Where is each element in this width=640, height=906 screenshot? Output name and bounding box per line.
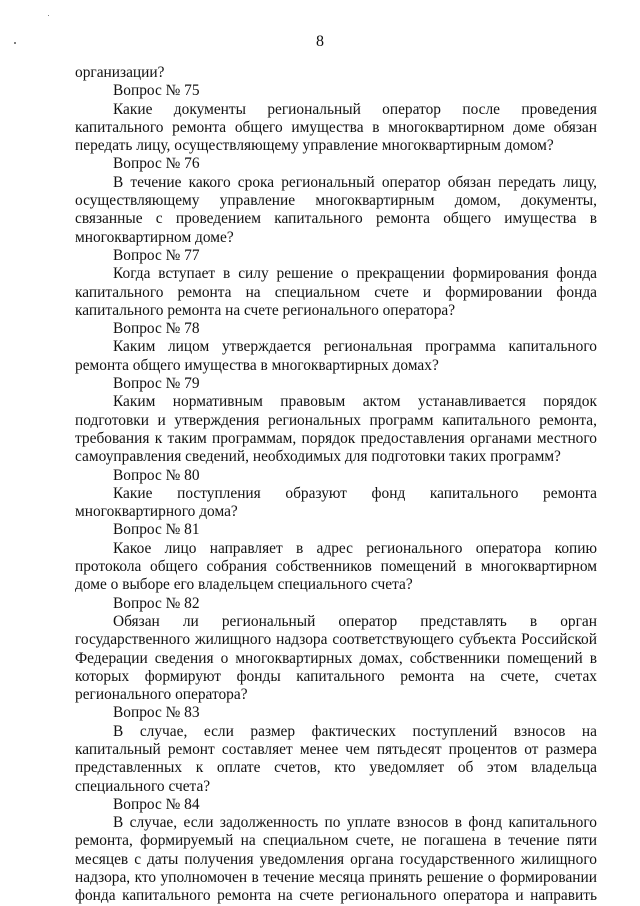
question-label: Вопрос № 80 (113, 466, 200, 484)
question-block (75, 704, 597, 795)
question-block (75, 247, 597, 320)
question-block (75, 375, 597, 466)
question-text: В случае, если задолженность по уплате взносов в фонд капитального ремонта, формируемый на специальном счете, не погашена в течение пяти месяцев с даты получения уведомления органа государственного жилищного надзора, кто уполномочен в течение месяца принять решение о формировании фонда капитального ремонта на счете регионального оператора и направить (75, 814, 597, 905)
question-text: Каким нормативным правовым актом устанавливается порядок подготовки и утверждения региональных программ капитального ремонта, требования к таким программам, порядок предоставления органами местного самоуправления сведений, необходимых для подготовки таких программ? (75, 393, 597, 466)
question-block (75, 796, 597, 906)
question-label: Вопрос № 78 (113, 320, 200, 338)
lead-text: организации? (75, 64, 165, 81)
question-text: Каким лицом утверждается региональная программа капитального ремонта общего имущества в многоквартирных домах? (75, 338, 597, 374)
question-label: Вопрос № 75 (113, 82, 200, 100)
question-text: Какие поступления образуют фонд капитального ремонта многоквартирного дома? (75, 484, 597, 521)
scan-speck (48, 15, 49, 16)
question-label: Вопрос № 84 (113, 795, 200, 813)
question-label: Вопрос № 76 (113, 155, 200, 173)
question-text: В течение какого срока региональный оператор обязан передать лицу, осуществляющему управление многоквартирным домом, документы, связанные с проведением капитального ремонта общего имущества в многоквартирном доме? (75, 173, 597, 246)
question-block (75, 155, 597, 246)
question-block (75, 320, 597, 375)
document-body (75, 64, 597, 906)
question-block (75, 82, 597, 155)
question-text: Какое лицо направляет в адрес регионального оператора копию протокола общего собрания собственников помещений в многоквартирном доме о выборе его владельцем специального счета? (75, 539, 597, 594)
question-label: Вопрос № 83 (113, 704, 200, 722)
question-label: Вопрос № 77 (113, 246, 200, 264)
question-text: Когда вступает в силу решение о прекращении формирования фонда капитального ремонта на специальном счете и формировании фонда капитального ремонта на счете регионального оператора? (75, 265, 597, 319)
question-label: Вопрос № 82 (113, 594, 200, 612)
question-block (75, 595, 597, 705)
page-number: 8 (316, 33, 324, 50)
question-label: Вопрос № 79 (113, 375, 200, 393)
question-label: Вопрос № 81 (113, 521, 200, 539)
question-block (75, 467, 597, 522)
question-block (75, 521, 597, 594)
question-text: Обязан ли региональный оператор представлять в орган государственного жилищного надзора соответствующего субъекта Российской Федерации сведения о многоквартирных домах, собственники помещений в которых формируют фонды капитального ремонта на счете, счетах регионального оператора? (75, 612, 597, 704)
question-text: Какие документы региональный оператор после проведения капитального ремонта общего имущества в многоквартирном доме обязан передать лицу, осуществляющему управление многоквартирным домом? (75, 100, 597, 155)
question-text: В случае, если размер фактических поступлений взносов на капитальный ремонт составляет менее чем пятьдесят процентов от размера представленных к оплате счетов, кто уведомляет об этом владельца специального счета? (75, 722, 597, 795)
